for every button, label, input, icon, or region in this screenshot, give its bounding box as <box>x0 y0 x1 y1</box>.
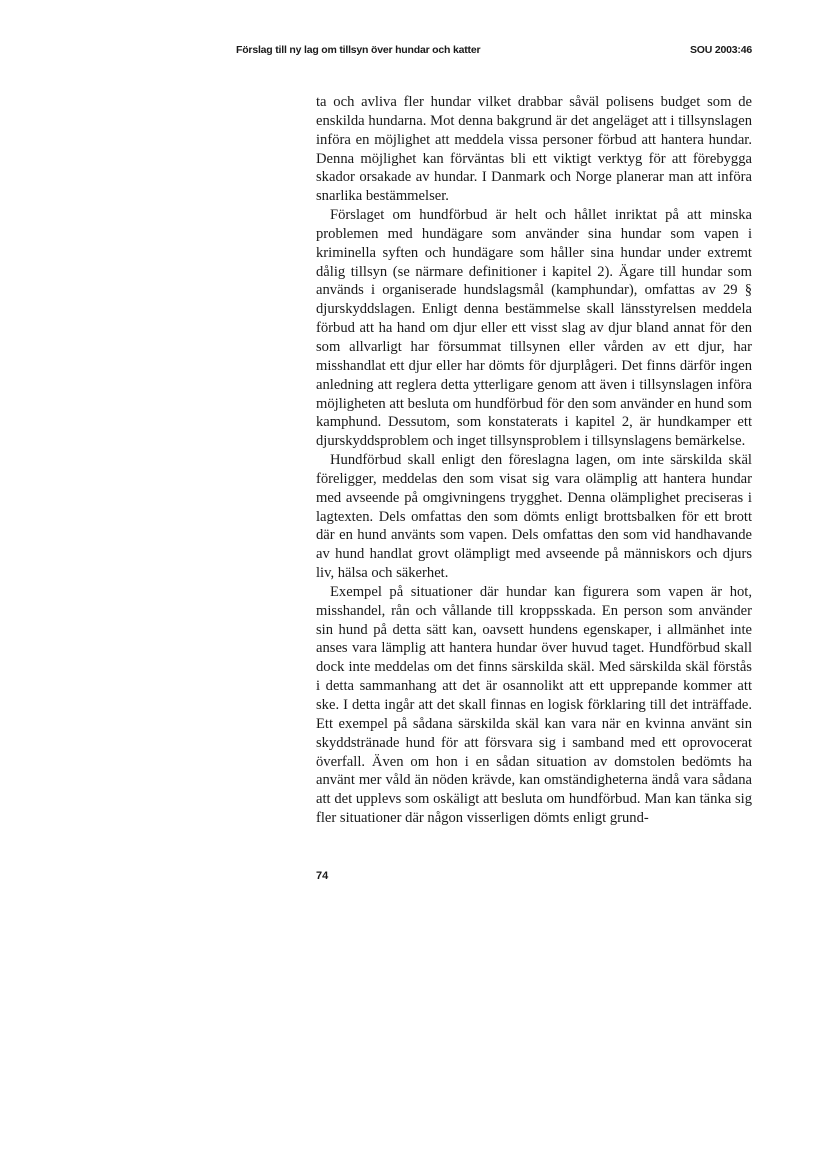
paragraph-1: ta och avliva fler hundar vilket drabbar såväl polisens budget som de enskilda hundarna. Mot denna bakgrund är det angeläget att i tillsynslagen införa en möjlighet att meddela vissa personer förbud att hantera hundar. Denna möjlighet kan förväntas bli ett viktigt verktyg för att förebygga skador orsakade av hundar. I Danmark och Norge planerar man att införa snarlika bestämmelser. <box>316 94 752 205</box>
paragraph-3: Hundförbud skall enligt den föreslagna lagen, om inte särskilda skäl föreligger, meddelas den som visat sig vara olämplig att hantera hundar med avseende på omgivningens trygghet. Denna olämplighet preciseras i lagtexten. Dels omfattas den som dömts enligt brottsbalken för ett brott där en hund använts som vapen. Dels omfattas den som vid handhavande av hund handlat grovt olämpligt med avseende på människors och djurs liv, hälsa och säkerhet. <box>316 452 752 582</box>
body-text <box>316 93 752 828</box>
paragraph-4: Exempel på situationer där hundar kan figurera som vapen är hot, misshandel, rån och vållande till kroppsskada. En person som använder sin hund på detta sätt kan, oavsett hundens egenskaper, i allmänhet inte anses vara lämplig att hantera hundar över huvud taget. Hundförbud skall dock inte meddelas om det finns särskilda skäl. Med särskilda skäl förstås i detta sammanhang att det är osannolikt att ett upprepande kommer att ske. I detta ingår att det skall finnas en logisk förklaring till det inträffade. Ett exempel på sådana särskilda skäl kan vara när en kvinna använt sin skyddstränade hund för att försvara sig i samband med ett oprovocerat överfall. Även om hon i en sådan situation av domstolen bedömts ha använt mer våld än nöden krävde, kan omständigheterna ändå vara sådana att det upplevs som oskäligt att besluta om hundförbud. Man kan tänka sig fler situationer där någon visserligen dömts enligt grund- <box>316 583 752 827</box>
running-header <box>236 44 752 60</box>
paragraph-2: Förslaget om hundförbud är helt och hållet inriktat på att minska problemen med hundägare som använder sina hundar som vapen i kriminella syften och hundägare som håller sina hundar under extremt dålig tillsyn (se närmare definitioner i kapitel 2). Ägare till hundar som används i organiserade hundslagsmål (kamphundar), omfattas av 29 § djurskyddslagen. Enligt denna bestämmelse skall länsstyrelsen meddela förbud att ha hand om djur eller ett visst slag av djur bland annat för den som allvarligt har försummat tillsynen eller vården av ett djur, har misshandlat ett djur eller har dömts för djurplågeri. Det finns därför ingen anledning att reglera detta ytterligare genom att även i tillsynslagen införa möjligheten att besluta om hundförbud för den som använder en hund som kamphund. Dessutom, som konstaterats i kapitel 2, är hundkamper ett djurskyddsproblem och inget tillsynsproblem i tillsynslagens bemärkelse. <box>316 207 752 450</box>
header-title: Förslag till ny lag om tillsyn över hundar och katter <box>236 44 481 56</box>
page-number: 74 <box>316 870 329 882</box>
header-report-number: SOU 2003:46 <box>689 44 752 56</box>
